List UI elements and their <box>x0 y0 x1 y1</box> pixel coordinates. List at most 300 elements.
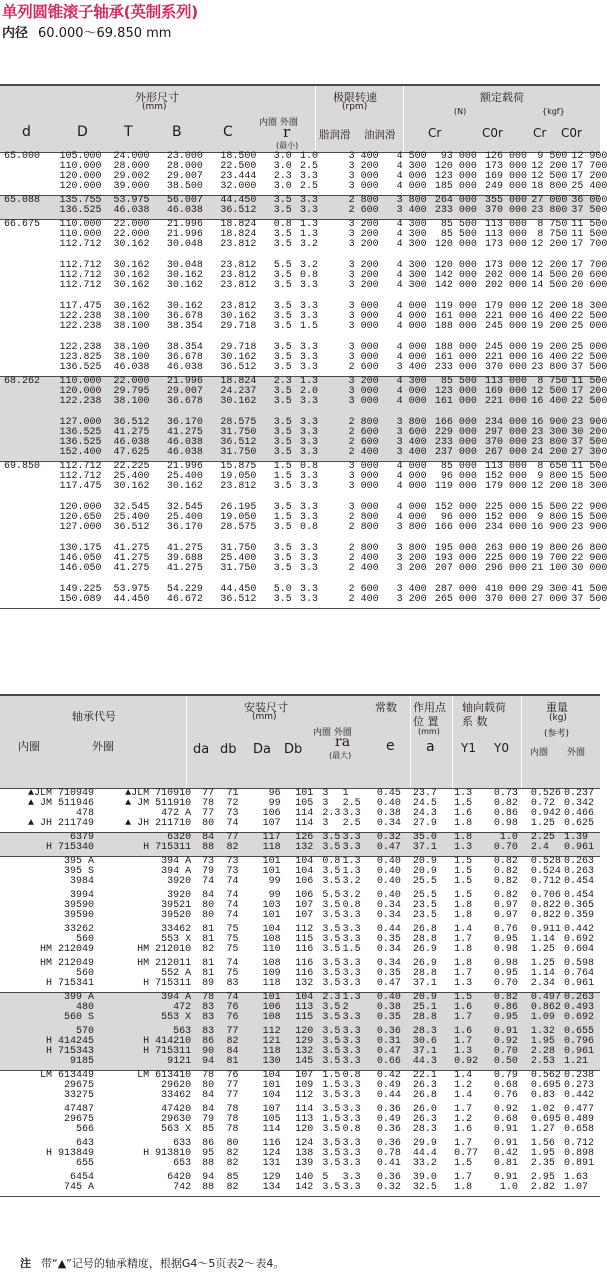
cell: 2 600 <box>348 437 379 448</box>
col-cor2: C0r <box>561 126 582 140</box>
cell: 19 800 <box>531 543 568 554</box>
cell: 84 <box>202 832 215 843</box>
bore-d <box>0 523 55 533</box>
cell: 85 <box>226 1172 239 1183</box>
cell: 3.3 <box>299 481 318 492</box>
cell: 39.000 <box>113 181 150 192</box>
cell: 3.5 <box>322 866 341 877</box>
cell: 21.996 <box>166 376 203 387</box>
cell: 101 <box>295 788 314 799</box>
cell: 3.5 <box>273 563 292 574</box>
cell: 89 <box>202 978 215 989</box>
cell: 41.275 <box>166 563 203 574</box>
cell: 83 <box>202 1012 215 1023</box>
cell: 0.38 <box>376 808 401 819</box>
cell: 11 500 <box>571 376 607 387</box>
cell: 3.3 <box>342 1138 361 1149</box>
col-e: e <box>386 738 395 754</box>
cell: 3 800 <box>396 543 427 554</box>
cell: 41.275 <box>166 427 203 438</box>
bearing-code: 6454 <box>69 1172 94 1183</box>
cell: 77 <box>226 1090 239 1101</box>
bearing-code: 39520 <box>161 910 192 921</box>
cell: 0.34 <box>376 818 401 829</box>
cell: 296 000 <box>485 563 528 574</box>
cell: 115 <box>295 934 314 945</box>
cell: 130.175 <box>59 543 102 554</box>
weight-outer: 外圈 <box>567 748 586 758</box>
bearing-code: 563 <box>173 1026 192 1037</box>
bore-d <box>0 482 55 492</box>
cell: 77 <box>226 832 239 843</box>
cell: 3.5 <box>273 481 292 492</box>
cell: 0.8 <box>322 856 341 867</box>
cell: 0.81 <box>493 1158 518 1169</box>
center-unit: (mm) <box>418 727 440 736</box>
cell: 26.3 <box>412 1080 437 1091</box>
cell: 74 <box>202 876 215 887</box>
cell: 25.400 <box>113 471 150 482</box>
cell: 370 000 <box>485 594 528 605</box>
cell: 23.5 <box>412 910 437 921</box>
bore-d <box>0 503 55 513</box>
cell: 0.8 <box>342 900 361 911</box>
cell: 109 <box>262 968 281 979</box>
cell: 32.545 <box>113 502 150 513</box>
bore-d <box>0 322 55 332</box>
cell: 0.91 <box>493 1172 518 1183</box>
cell: 112 <box>262 1026 281 1037</box>
cell: 169 000 <box>485 171 528 182</box>
cell: 0.34 <box>376 900 401 911</box>
cell: 14 500 <box>531 280 568 291</box>
cell: 1.14 <box>530 934 555 945</box>
cell: 23.000 <box>166 151 203 162</box>
cell: 263 000 <box>485 543 528 554</box>
cell: 1.5 <box>454 856 473 867</box>
col-cr1: Cr <box>428 126 442 140</box>
cell: 73 <box>202 856 215 867</box>
cell: 15 500 <box>571 512 607 523</box>
cell: 1.5 <box>454 1158 473 1169</box>
cell: 74 <box>226 876 239 887</box>
cell: 21.996 <box>166 229 203 240</box>
cell: 0.8 <box>342 1070 361 1081</box>
cell: 22 500 <box>571 311 607 322</box>
cell: 3.5 <box>273 270 292 281</box>
cell: 3.3 <box>299 417 318 428</box>
cell: 0.891 <box>563 1158 594 1169</box>
cell: 30.162 <box>113 280 150 291</box>
cell: 0.49 <box>376 1114 401 1125</box>
cell: 120.000 <box>59 502 102 513</box>
cell: 146.050 <box>59 563 102 574</box>
cell: 104 <box>295 866 314 877</box>
cell: 152 000 <box>485 512 528 523</box>
table2-row <box>0 979 600 989</box>
cell: 104 <box>262 1070 281 1081</box>
bearing-code: H 715343 <box>45 1046 94 1057</box>
cell: 0.524 <box>530 866 561 877</box>
cell: 370 000 <box>485 205 528 216</box>
cell: 107 <box>262 818 281 829</box>
cell: 120 <box>295 1124 314 1135</box>
cell: 30 000 <box>571 563 607 574</box>
cell: 99 <box>268 890 281 901</box>
cell: 136.525 <box>59 205 102 216</box>
cell: 136.525 <box>59 427 102 438</box>
cell: 36 000 <box>571 195 607 206</box>
cell: 185 000 <box>434 181 477 192</box>
cell: 0.95 <box>493 968 518 979</box>
bore-d <box>0 206 55 216</box>
cell: 110.000 <box>59 376 102 387</box>
cell: 38.100 <box>113 342 150 353</box>
bearing-code: 39590 <box>63 900 94 911</box>
bearing-code: 394 A <box>161 866 192 877</box>
cell: 28.8 <box>412 1012 437 1023</box>
col-ra-max: (最大) <box>329 751 352 760</box>
cell: 0.47 <box>376 842 401 853</box>
cell: 0.712 <box>530 876 561 887</box>
cell: 1.02 <box>530 1104 555 1115</box>
cell: 38.100 <box>113 311 150 322</box>
cell: 4 300 <box>396 161 427 172</box>
cell: 30.162 <box>113 481 150 492</box>
cell: 1.07 <box>563 1182 588 1193</box>
cell: 2.82 <box>530 1182 555 1193</box>
cell: 2.95 <box>530 1172 555 1183</box>
cell: 28.8 <box>412 968 437 979</box>
cell: 166 000 <box>434 522 477 533</box>
cell: 0.497 <box>530 992 561 1003</box>
cell: 26.3 <box>412 1114 437 1125</box>
cell: 5.5 <box>273 260 292 271</box>
bearing-code: ▲ JM 511946 <box>27 798 94 809</box>
cell: 0.526 <box>530 788 561 799</box>
cell: 29.007 <box>166 171 203 182</box>
cell: 28.575 <box>220 522 257 533</box>
cell: 0.658 <box>563 1124 594 1135</box>
cell: 0.528 <box>530 856 561 867</box>
cell: 1.3 <box>342 866 361 877</box>
cell: 138 <box>295 1148 314 1159</box>
cell: 99 <box>268 876 281 887</box>
cell: 120.650 <box>59 512 102 523</box>
cell: 23.444 <box>220 171 257 182</box>
bearing-code: 653 <box>173 1158 192 1169</box>
cell: 81 <box>202 958 215 969</box>
axial-label: 轴向载荷 <box>462 701 506 714</box>
bearing-code: H 414210 <box>143 1036 192 1047</box>
cell: 117 <box>262 832 281 843</box>
cell: 116 <box>295 958 314 969</box>
bearing-code: 480 <box>75 1002 94 1013</box>
mounting-table <box>0 789 600 1197</box>
cell: 0.365 <box>563 900 594 911</box>
cell: 30.6 <box>412 1036 437 1047</box>
bore-d: 65.000 <box>4 151 41 162</box>
cell: 80 <box>202 900 215 911</box>
cell: 4 000 <box>396 321 427 332</box>
cell: 80 <box>226 1138 239 1149</box>
cell: 0.692 <box>563 1012 594 1023</box>
cell: 109 <box>295 1080 314 1091</box>
cell: 0.82 <box>493 798 518 809</box>
cell: 4 300 <box>396 260 427 271</box>
cell: 3.5 <box>273 352 292 363</box>
cell: 0.454 <box>563 890 594 901</box>
cell: 107 <box>295 910 314 921</box>
cell: 0.238 <box>563 1070 594 1081</box>
cell: 4 000 <box>396 512 427 523</box>
cell: 117.475 <box>59 301 102 312</box>
cell: 0.942 <box>530 808 561 819</box>
cell: 3 000 <box>348 502 379 513</box>
cell: 81 <box>202 968 215 979</box>
col-C: C <box>223 124 233 140</box>
cell: 25.400 <box>166 471 203 482</box>
cell: 0.77 <box>454 1148 479 1159</box>
cell: 0.692 <box>563 934 594 945</box>
cell: 3.3 <box>342 808 361 819</box>
cell: 0.342 <box>563 798 594 809</box>
cell: 23 800 <box>531 362 568 373</box>
cell: 120 <box>295 1026 314 1037</box>
cell: 28.8 <box>412 934 437 945</box>
cell: 142 000 <box>434 280 477 291</box>
cell: 31.750 <box>220 427 257 438</box>
cell: 3.3 <box>342 910 361 921</box>
cell: 113 000 <box>485 376 528 387</box>
cell: 85 <box>202 1124 215 1135</box>
bore-d <box>0 162 55 172</box>
cell: 117.475 <box>59 481 102 492</box>
cell: 132 <box>295 842 314 853</box>
cell: 0.68 <box>493 1080 518 1091</box>
code-label: 轴承代号 <box>72 710 116 723</box>
cell: 3.5 <box>322 1046 341 1057</box>
table1-row <box>0 482 600 492</box>
cell: 74 <box>226 900 239 911</box>
cell: 1.3 <box>299 229 318 240</box>
cell: 116 <box>295 944 314 955</box>
cell: 107 <box>262 1104 281 1115</box>
cell: 16 900 <box>531 417 568 428</box>
col-Da: Da <box>253 742 271 757</box>
cell: 15 500 <box>531 502 568 513</box>
cell: 0.655 <box>563 1026 594 1037</box>
cell: 84 <box>226 1046 239 1057</box>
footnote-text: 带“▲”记号的轴承精度，根据G4～5页表2～表4。 <box>41 1257 285 1270</box>
cell: 1.95 <box>530 1148 555 1159</box>
cell: 0.961 <box>563 978 594 989</box>
cell: 17 200 <box>571 386 607 397</box>
bore-d <box>0 585 55 595</box>
cell: 30.162 <box>166 270 203 281</box>
cell: 3.3 <box>299 205 318 216</box>
cell: 9 500 <box>537 151 568 162</box>
cell: 77 <box>226 1026 239 1037</box>
col-ra-top: 内圈 外圈 <box>313 728 352 738</box>
bore-d <box>0 564 55 574</box>
cell: 1.3 <box>299 376 318 387</box>
cell: 3.5 <box>273 321 292 332</box>
cell: 0.83 <box>530 1090 555 1101</box>
cell: 2.28 <box>530 1046 555 1057</box>
cell: 44.4 <box>412 1148 437 1159</box>
cell: 80 <box>202 1080 215 1091</box>
cell: 36.678 <box>166 311 203 322</box>
cell: 122.238 <box>59 311 102 322</box>
cell: 3.5 <box>273 447 292 458</box>
cell: 103 <box>262 900 281 911</box>
cell: 4 300 <box>396 280 427 291</box>
bearing-code: 742 <box>173 1182 192 1193</box>
cell: 127.000 <box>59 522 102 533</box>
cell: 0.97 <box>493 900 518 911</box>
bore-d <box>0 271 55 281</box>
cell: 123.825 <box>59 352 102 363</box>
cell: 1.25 <box>530 958 555 969</box>
col-db: db <box>220 742 237 757</box>
cell: 3.3 <box>342 1080 361 1091</box>
bore-d <box>0 438 55 448</box>
cell: 79 <box>202 866 215 877</box>
cell: 3 200 <box>396 594 427 605</box>
cell: 370 000 <box>485 437 528 448</box>
cell: 169 000 <box>485 386 528 397</box>
center-label: 作用点 <box>413 701 446 714</box>
cell: 74 <box>226 818 239 829</box>
cell: 101 <box>262 856 281 867</box>
cell: 101 <box>262 866 281 877</box>
cell: 0.82 <box>493 876 518 887</box>
cell: 0.40 <box>376 992 401 1003</box>
cell: 0.45 <box>376 788 401 799</box>
bearing-code: LM 613410 <box>137 1070 192 1081</box>
cell: 1.14 <box>530 968 555 979</box>
cell: 1.5 <box>454 866 473 877</box>
cell: 0.86 <box>493 1002 518 1013</box>
cell: 0.49 <box>376 1080 401 1091</box>
cell: 88 <box>202 842 215 853</box>
cell: 110.000 <box>59 229 102 240</box>
cell: 27 000 <box>531 594 568 605</box>
cell: 0.82 <box>493 856 518 867</box>
cell: 23 800 <box>531 205 568 216</box>
cell: 0.86 <box>493 808 518 819</box>
bearing-code: ▲ JH 211710 <box>125 818 192 829</box>
cell: 0.822 <box>530 910 561 921</box>
cell: 28.000 <box>166 161 203 172</box>
cell: 25.5 <box>412 890 437 901</box>
cell: 0.796 <box>563 1036 594 1047</box>
cell: 1.5 <box>342 944 361 955</box>
cell: 2 600 <box>348 427 379 438</box>
cell: 3.5 <box>322 1138 341 1149</box>
cell: 30.162 <box>113 301 150 312</box>
cell: 35.0 <box>412 832 437 843</box>
cell: 3.3 <box>342 924 361 935</box>
cell: 104 <box>262 1090 281 1101</box>
cell: 3 800 <box>396 522 427 533</box>
cell: 32.545 <box>166 502 203 513</box>
cell: 19 200 <box>531 342 568 353</box>
cell: 3.5 <box>322 1036 341 1047</box>
cell: 3 000 <box>348 461 379 472</box>
cell: 0.82 <box>493 992 518 1003</box>
table1-row <box>0 363 600 373</box>
table2-row <box>0 945 600 955</box>
cell: 26.195 <box>220 502 257 513</box>
cell: 2 600 <box>348 584 379 595</box>
cell: 166 000 <box>434 417 477 428</box>
cell: 3 200 <box>348 219 379 230</box>
cell: 193 000 <box>434 553 477 564</box>
bearing-code: 552 A <box>161 968 192 979</box>
cell: 19 700 <box>531 553 568 564</box>
cell: 4 500 <box>396 151 427 162</box>
cell: 3.5 <box>273 362 292 373</box>
cell: 0.40 <box>376 866 401 877</box>
cell: 3.3 <box>342 1158 361 1169</box>
cell: 78 <box>202 1070 215 1081</box>
bearing-code: H 715341 <box>45 978 94 989</box>
bearing-code: 395 A <box>63 856 94 867</box>
cell: 264 000 <box>434 195 477 206</box>
cell: 37.1 <box>412 978 437 989</box>
cell: 0.8 <box>273 219 292 230</box>
cell: 0.263 <box>563 866 594 877</box>
cell: 3.3 <box>299 512 318 523</box>
cell: 96 000 <box>440 471 477 482</box>
cell: 2.3 <box>322 808 341 819</box>
cell: 0.454 <box>563 876 594 887</box>
table2-row <box>0 1091 600 1101</box>
bearing-code: 394 A <box>161 992 192 1003</box>
col-oil: 油润滑 <box>364 129 396 141</box>
cell: 0.764 <box>563 968 594 979</box>
cell: 3 000 <box>348 181 379 192</box>
cell: 114 <box>295 808 314 819</box>
bore-range <box>2 22 171 41</box>
cell: 106 <box>262 1002 281 1013</box>
cell: 23.812 <box>220 481 257 492</box>
cell: 0.36 <box>376 1124 401 1135</box>
cell: 188 000 <box>434 342 477 353</box>
cell: 78 <box>226 1124 239 1135</box>
cell: 3.5 <box>322 1026 341 1037</box>
cell: 3.3 <box>342 968 361 979</box>
cell: 1.8 <box>454 832 473 843</box>
cell: 23.812 <box>220 260 257 271</box>
bore-range-value: 60.000～69.850 mm <box>38 26 172 41</box>
cell: 0.706 <box>530 890 561 901</box>
cell: 31.750 <box>220 543 257 554</box>
cell: 3.0 <box>273 181 292 192</box>
cell: 36.678 <box>166 396 203 407</box>
bearing-code: 29620 <box>161 1080 192 1091</box>
cell: 3 <box>322 818 329 829</box>
cell: 3.5 <box>322 1002 341 1013</box>
cell: 161 000 <box>434 396 477 407</box>
cell: 3.3 <box>342 832 361 843</box>
cell: 26.0 <box>412 1104 437 1115</box>
bore-d <box>0 363 55 373</box>
bore-d <box>0 353 55 363</box>
table1-row <box>0 448 600 458</box>
